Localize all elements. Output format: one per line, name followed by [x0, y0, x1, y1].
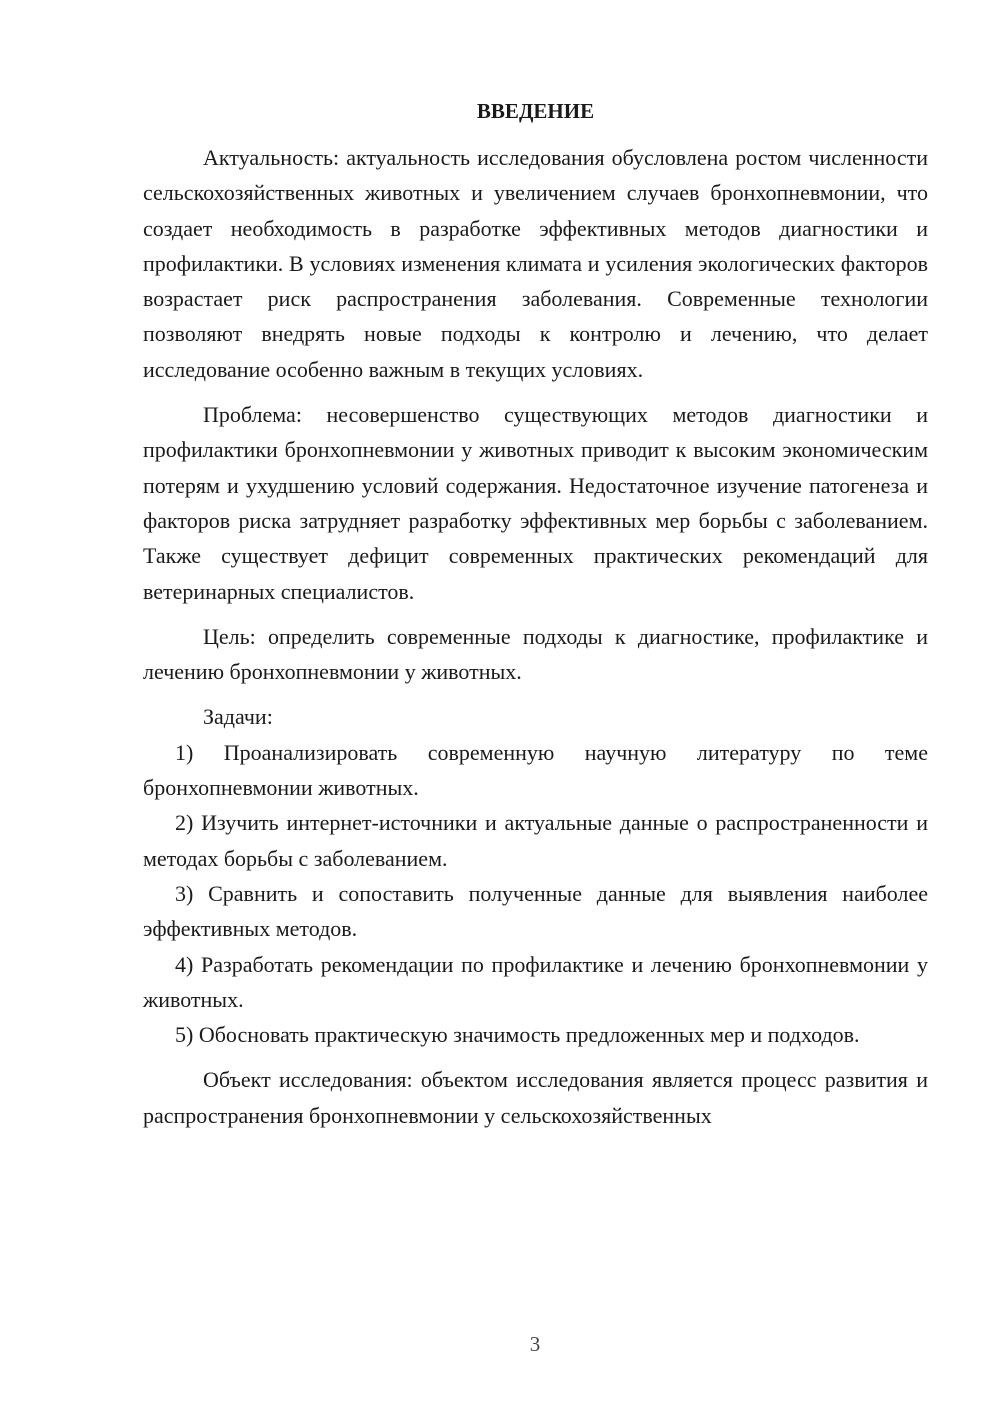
tasks-heading: Задачи:: [203, 704, 273, 730]
page-content: [143, 95, 928, 1133]
task-item: 5) Обосновать практическую значимость предложенных мер и подходов.: [175, 1022, 860, 1048]
task-item: 1) Проанализировать современную научную литературу по теме бронхопневмонии животных.: [143, 739, 928, 801]
task-item: 4) Разработать рекомендации по профилактике и лечению бронхопневмонии у животных.: [143, 951, 928, 1012]
object-paragraph: Объект исследования: объектом исследования является процесс развития и распространения бронхопневмонии у сельскохозяйственных: [143, 1067, 928, 1128]
task-item: 3) Сравнить и сопоставить полученные данные для выявления наиболее эффективных методов.: [143, 880, 928, 942]
page-number: 3: [529, 1332, 541, 1356]
task-item: 2) Изучить интернет-источники и актуальные данные о распространенности и методах борьбы с заболеванием.: [143, 810, 928, 871]
relevance-paragraph: Актуальность: актуальность исследования обусловлена ростом численности сельскохозяйственных животных и увеличением случаев бронхопневмонии, что создает необходимость в разработке эффективных методов диагностики и профилактики. В условиях изменения климата и усиления экологических факторов возрастает риск распространения заболевания. Современные технологии позволяют внедрять новые подходы к контролю и лечению, что делает исследование особенно важным в текущих условиях.: [143, 145, 928, 382]
problem-paragraph: Проблема: несовершенство существующих методов диагностики и профилактики бронхопневмонии у животных приводит к высоким экономическим потерям и ухудшению условий содержания. Недостаточное изучение патогенеза и факторов риска затрудняет разработку эффективных мер борьбы с заболеванием. Также существует дефицит современных практических рекомендаций для ветеринарных специалистов.: [143, 402, 928, 604]
section-heading: ВВЕДЕНИЕ: [476, 99, 595, 123]
goal-paragraph: Цель: определить современные подходы к диагностике, профилактике и лечению бронхопневмонии у животных.: [143, 623, 928, 685]
